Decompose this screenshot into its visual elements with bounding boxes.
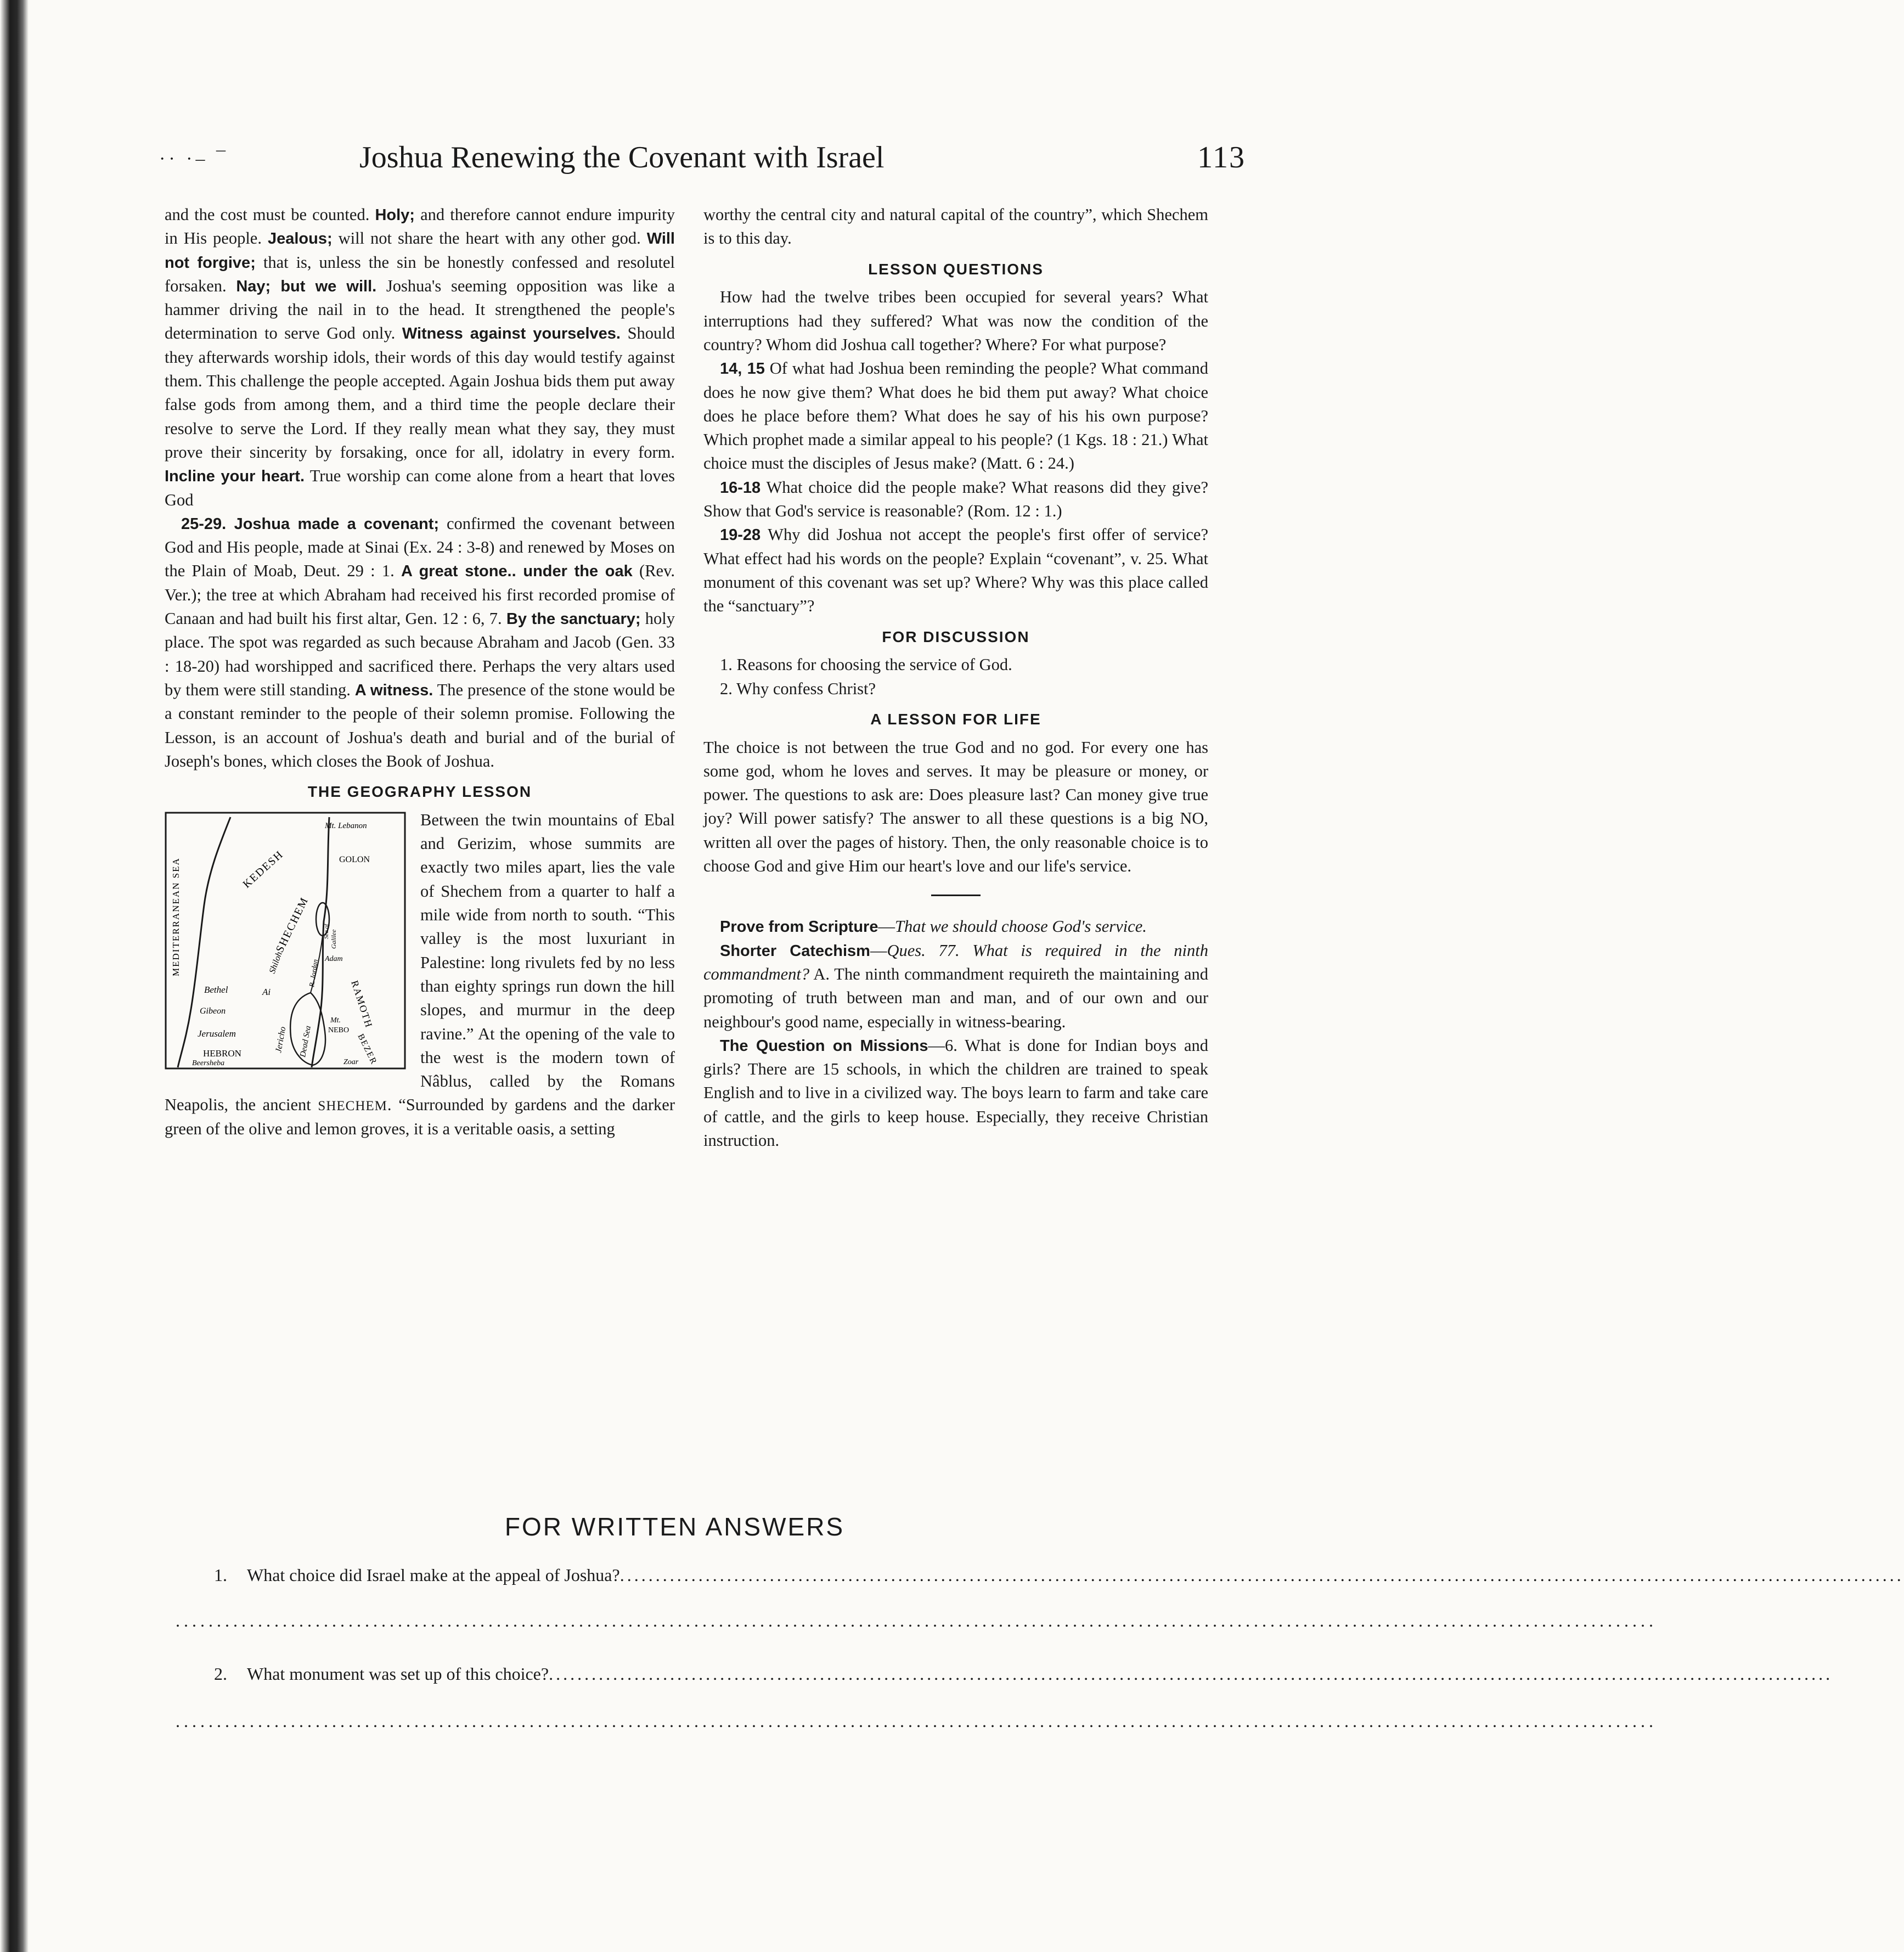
lesson-questions-heading: LESSON QUESTIONS (868, 260, 1044, 278)
written-question-2-number: 2. (214, 1664, 227, 1684)
map-label-hebron: HEBRON (203, 1048, 241, 1059)
answer-line-1[interactable]: .................................................................................................................................................................................... (176, 1611, 1657, 1630)
map-label-zoar: Zoar (343, 1057, 359, 1066)
written-question-2-text: What monument was set up of this choice? (247, 1664, 549, 1684)
text-run: Why did Joshua not accept the people's first offer of service? What effect had his words on the people? Explain “covenant”, v. 25. What monument of this covenant was set up? Where? Why was this place called the “sanctuary”? (703, 525, 1208, 616)
prove-from-scripture (703, 915, 1208, 938)
bold-keyword: 25-29. Joshua made a covenant; (181, 515, 440, 533)
map-label-nebo: NEBO (328, 1026, 350, 1034)
question-on-missions (703, 1034, 1208, 1152)
text-run: The presence of the stone would be a constant reminder to the people of their solemn promise. Following the Lesson, is an account of Joshua's death and burial and of the burial of Joseph's bones, which closes the Book of Joshua. (165, 680, 675, 770)
text-run: and therefore cannot endure impurity in His people. (165, 205, 675, 248)
text-run: —6. What is done for Indian boys and girls? There are 15 schools, in which the children are trained to speak English and to live in a civilized way. The boys learn to farm and take care of cattle, and the girls to keep house. Especially, they receive Christian instruction. (703, 1036, 1208, 1150)
commentary-paragraph-1 (165, 203, 675, 512)
written-question-1 (214, 1565, 1904, 1585)
map-label-mt: Mt. (330, 1016, 341, 1025)
page-title: Joshua Renewing the Covenant with Israel (359, 140, 885, 175)
lesson-for-life-text: The choice is not between the true God and no god. For every one has some god, whom he loves and serves. It may be pleasure or money, or power. The questions to ask are: Does pleasure last? Can money give true joy? Will power satisfy? The answer to all these questions is a big NO, written all over the pages of history. Then, the only reasonable choice is to choose God and give Him our heart's love and our life's service. (703, 738, 1208, 876)
map-label-kedesh: KEDESH (240, 848, 286, 891)
page-number: 113 (1197, 140, 1246, 175)
answer-dots: .................................................................................................................................................................................... (549, 1664, 1833, 1684)
map-label-bezer: BEZER (356, 1032, 379, 1067)
header-marks: ·· ·– ¯ (159, 149, 229, 169)
text-run: . “Surrounded by gardens and the darker green of the olive and lemon groves, it is a veritable oasis, a setting (165, 1095, 675, 1138)
bold-keyword: By the sanctuary; (506, 610, 641, 628)
text-run: Should they afterwards worship idols, their words of this day would testify against them. This challenge the people accepted. Again Joshua bids them put away false gods from among them, and a third time the people declare their resolve to serve the Lord. If they really mean what they say, they must prove their sincerity by forsaking, once for all, idolatry in every form. (165, 324, 675, 462)
map-label-ai: Ai (262, 986, 271, 997)
text-run: True worship can come alone from a heart that loves God (165, 466, 675, 509)
text-run: — (870, 941, 887, 960)
bold-keyword: 16-18 (720, 479, 761, 497)
text-run: will not share the heart with any other god. (332, 229, 647, 248)
written-question-1-text: What choice did Israel make at the appeal of Joshua? (247, 1565, 620, 1585)
map-label-sea: MEDITERRANEAN SEA (171, 857, 181, 976)
geography-section (165, 808, 675, 1141)
text-run: (Rev. Ver.); the tree at which Abraham had received his first recorded promise of Canaan and had built his first altar, Gen. 12 : 6, 7. (165, 561, 675, 628)
map-label-mt-lebanon: Mt. Lebanon (325, 821, 367, 830)
shorter-catechism (703, 939, 1208, 1034)
answer-line-2[interactable]: .................................................................................................................................................................................... (176, 1711, 1657, 1731)
map-label-beersheba: Beersheba (192, 1059, 225, 1067)
bold-keyword: Holy; (375, 206, 415, 224)
bold-keyword: Nay; but we will. (236, 277, 377, 295)
text-run: How had the twelve tribes been occupied for several years? What interruptions had they suffered? What was now the condition of the country? Whom did Joshua call together? Where? For what purpose? (703, 288, 1208, 354)
map-label-jordan: R. Jordan (307, 958, 320, 988)
map-label-galilee: Galilee (330, 929, 337, 949)
answer-dots: .................................................................................................................................................................................... (619, 1565, 1904, 1585)
text-run: holy place. The spot was regarded as such because Abraham and Jacob (Gen. 33 : 18-20) had worshipped and sacrificed there. Perhaps the very altars used by them were still standing. (165, 609, 675, 699)
discussion-item-1: 1. Reasons for choosing the service of God. (720, 655, 1012, 674)
binding-spine (0, 0, 29, 1952)
text-run: Ques. 77. What is required in the ninth commandment? (703, 941, 1208, 983)
text-run: that is, unless the sin be honestly confessed and resolutel forsaken. (165, 252, 675, 295)
map-label-sea-of: Sea of (323, 924, 330, 939)
right-column (703, 203, 1208, 1152)
bold-keyword: 19-28 (720, 526, 761, 544)
discussion-heading: FOR DISCUSSION (882, 628, 1030, 645)
geography-continuation: worthy the central city and natural capital of the country”, which Shechem is to this day. (703, 205, 1208, 248)
text-run: That we should choose God's service. (894, 917, 1147, 936)
discussion-item-2: 2. Why confess Christ? (720, 679, 876, 698)
text-run: Between the twin mountains of Ebal and Gerizim, whose summits are exactly two miles apart, lies the vale of Shechem from a quarter to half a mile wide from north to south. “This valley is the most luxuriant in Palestine: long rivulets fed by no less than eighty springs run down the hill slopes, and murmur in the deep ravine.” At the opening of the vale to the west is the modern town of Nâblus, called by the Romans Neapolis, the ancient (165, 810, 675, 1115)
written-question-2 (214, 1664, 1833, 1684)
bold-keyword: Shorter Catechism (720, 942, 870, 960)
text-run: A. The ninth commandment requireth the maintaining and promoting of truth between man and man, and of our own and our neighbour's good name, especially in witness-bearing. (703, 964, 1208, 1031)
map-label-golon: GOLON (339, 854, 370, 864)
text-run: What choice did the people make? What reasons did they give? Show that God's service is reasonable? (Rom. 12 : 1.) (703, 477, 1208, 521)
map-label-ramoth: RAMOTH (349, 978, 375, 1030)
bold-keyword: Will not forgive; (165, 230, 675, 272)
text-run: SHECHEM (318, 1099, 387, 1114)
text-run: Of what had Joshua been reminding the people? What command does he now give them? What does he bid them put away? What choice does he place before them? What does he say of his his own purpose? Which prophet made a similar appeal to his people? (1 Kgs. 18 : 21.) What choice must the disciples of Jesus make? (Matt. 6 : 24.) (703, 359, 1208, 473)
bold-keyword: Prove from Scripture (720, 918, 878, 936)
lesson-question-1 (703, 285, 1208, 357)
map-label-dead-sea: Dead Sea (298, 1025, 313, 1058)
text-run: confirmed the covenant between God and His people, made at Sinai (Ex. 24 : 3-8) and renewed by Moses on the Plain of Moab, Deut. 29 : 1. (165, 514, 675, 581)
section-divider (931, 895, 981, 896)
lesson-for-life-heading: A LESSON FOR LIFE (870, 710, 1041, 728)
bold-keyword: Witness against yourselves. (402, 325, 621, 343)
lesson-question-4 (703, 523, 1208, 618)
map-label-shiloh: Shiloh (267, 950, 284, 975)
map-label-adam: Adam (325, 954, 343, 963)
written-answers-title: FOR WRITTEN ANSWERS (504, 1512, 845, 1541)
map-label-gibeon: Gibeon (200, 1006, 226, 1016)
bold-keyword: A witness. (354, 681, 433, 699)
written-question-1-number: 1. (214, 1565, 227, 1585)
bold-keyword: The Question on Missions (720, 1037, 928, 1055)
map-label-jericho: Jericho (274, 1026, 288, 1054)
commentary-paragraph-2 (165, 512, 675, 773)
text-run: Joshua's seeming opposition was like a hammer driving the nail in to the head. It strengthened the people's determination to serve God only. (165, 276, 675, 343)
bold-keyword: A great stone.. under the oak (401, 562, 633, 581)
bold-keyword: 14, 15 (720, 360, 765, 378)
left-column (165, 203, 675, 1141)
lesson-question-2 (703, 357, 1208, 475)
geography-heading: THE GEOGRAPHY LESSON (307, 783, 532, 801)
bold-keyword: Jealous; (267, 230, 333, 248)
text-run: — (878, 917, 895, 936)
text-run: and the cost must be counted. (165, 205, 375, 224)
palestine-map (165, 812, 406, 1070)
map-label-bethel: Bethel (204, 984, 228, 995)
lesson-question-3 (703, 476, 1208, 524)
map-label-shechem: SHECHEM (273, 895, 311, 955)
page-header (159, 140, 1246, 184)
bold-keyword: Incline your heart. (165, 468, 305, 486)
map-label-jerusalem: Jerusalem (198, 1028, 236, 1039)
